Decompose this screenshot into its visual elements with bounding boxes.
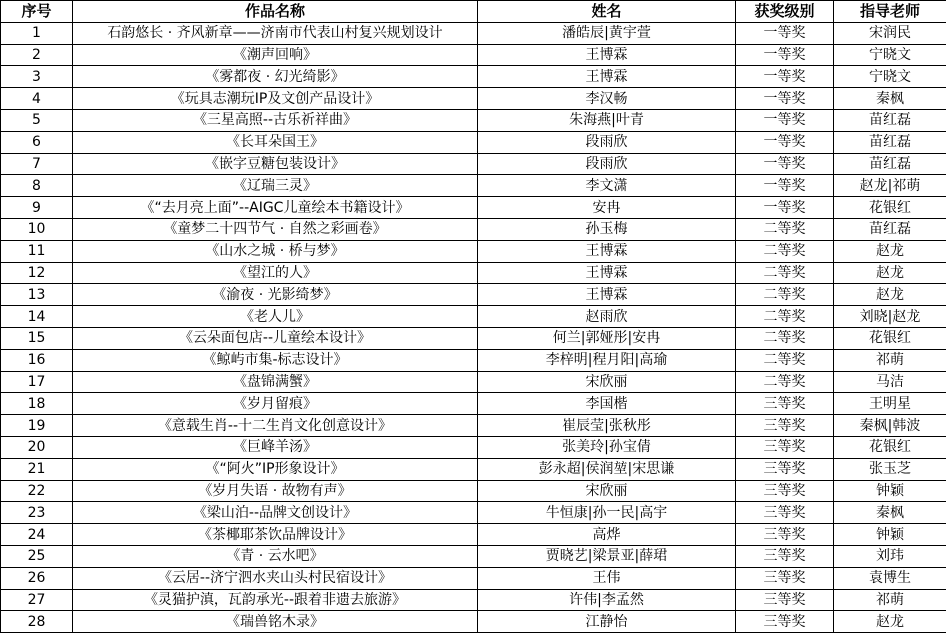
cell-name: 宋欣丽 xyxy=(478,371,736,393)
cell-advisor: 赵龙|祁萌 xyxy=(834,175,946,197)
table-row xyxy=(1,458,946,480)
table-row xyxy=(1,371,946,393)
table-row xyxy=(1,284,946,306)
cell-award-level: 三等奖 xyxy=(736,567,834,589)
cell-name: 李汉畅 xyxy=(478,88,736,110)
table-row xyxy=(1,567,946,589)
cell-name: 李文潇 xyxy=(478,175,736,197)
table-row xyxy=(1,524,946,546)
cell-index: 10 xyxy=(1,218,73,240)
cell-advisor: 宁晓文 xyxy=(834,44,946,66)
cell-advisor: 张玉芝 xyxy=(834,458,946,480)
cell-work-title: 《意载生肖--十二生肖文化创意设计》 xyxy=(73,415,478,437)
cell-advisor: 苗红磊 xyxy=(834,131,946,153)
cell-advisor: 秦枫 xyxy=(834,88,946,110)
cell-name: 张美玲|孙宝倩 xyxy=(478,436,736,458)
cell-award-level: 一等奖 xyxy=(736,109,834,131)
cell-work-title: 《岁月失语 · 故物有声》 xyxy=(73,480,478,502)
cell-work-title: 《岁月留痕》 xyxy=(73,393,478,415)
cell-work-title: 《灵猫护滇，瓦韵承光--跟着非遗去旅游》 xyxy=(73,589,478,611)
header-award-level: 获奖级别 xyxy=(736,1,834,23)
table-row xyxy=(1,415,946,437)
cell-name: 孙玉梅 xyxy=(478,218,736,240)
table-row xyxy=(1,197,946,219)
cell-name: 许伟|李孟然 xyxy=(478,589,736,611)
table-row xyxy=(1,88,946,110)
cell-advisor: 花银红 xyxy=(834,197,946,219)
cell-work-title: 《“阿火”IP形象设计》 xyxy=(73,458,478,480)
cell-advisor: 祁萌 xyxy=(834,589,946,611)
cell-name: 李梓明|程月阳|高瑜 xyxy=(478,349,736,371)
cell-work-title: 《盘锦满蟹》 xyxy=(73,371,478,393)
cell-award-level: 三等奖 xyxy=(736,545,834,567)
cell-index: 28 xyxy=(1,611,73,633)
cell-index: 21 xyxy=(1,458,73,480)
cell-index: 17 xyxy=(1,371,73,393)
cell-name: 安冉 xyxy=(478,197,736,219)
cell-advisor: 刘玮 xyxy=(834,545,946,567)
cell-work-title: 《渝夜 · 光影绮梦》 xyxy=(73,284,478,306)
cell-award-level: 一等奖 xyxy=(736,131,834,153)
cell-award-level: 一等奖 xyxy=(736,66,834,88)
cell-index: 22 xyxy=(1,480,73,502)
cell-index: 19 xyxy=(1,415,73,437)
cell-advisor: 王明星 xyxy=(834,393,946,415)
table-row xyxy=(1,218,946,240)
table-row xyxy=(1,349,946,371)
cell-award-level: 二等奖 xyxy=(736,262,834,284)
cell-advisor: 苗红磊 xyxy=(834,109,946,131)
cell-work-title: 《山水之城 · 桥与梦》 xyxy=(73,240,478,262)
cell-work-title: 《云朵面包店--儿童绘本设计》 xyxy=(73,327,478,349)
cell-advisor: 宋润民 xyxy=(834,22,946,44)
cell-index: 6 xyxy=(1,131,73,153)
cell-work-title: 《雾都夜 · 幻光绮影》 xyxy=(73,66,478,88)
cell-award-level: 三等奖 xyxy=(736,524,834,546)
table-row xyxy=(1,240,946,262)
cell-name: 高烨 xyxy=(478,524,736,546)
cell-work-title: 《巨峰羊汤》 xyxy=(73,436,478,458)
cell-index: 26 xyxy=(1,567,73,589)
cell-work-title: 《鲸屿市集-标志设计》 xyxy=(73,349,478,371)
cell-award-level: 三等奖 xyxy=(736,393,834,415)
cell-name: 段雨欣 xyxy=(478,153,736,175)
cell-index: 2 xyxy=(1,44,73,66)
cell-name: 何兰|郭娅彤|安冉 xyxy=(478,327,736,349)
cell-name: 王博霖 xyxy=(478,262,736,284)
table-row xyxy=(1,153,946,175)
cell-index: 14 xyxy=(1,306,73,328)
cell-advisor: 钟颖 xyxy=(834,524,946,546)
cell-index: 24 xyxy=(1,524,73,546)
cell-advisor: 赵龙 xyxy=(834,240,946,262)
cell-index: 11 xyxy=(1,240,73,262)
cell-award-level: 三等奖 xyxy=(736,458,834,480)
cell-index: 7 xyxy=(1,153,73,175)
cell-index: 9 xyxy=(1,197,73,219)
cell-name: 赵雨欣 xyxy=(478,306,736,328)
cell-work-title: 《“去月亮上面”--AIGC儿童绘本书籍设计》 xyxy=(73,197,478,219)
header-row xyxy=(1,1,946,23)
cell-advisor: 苗红磊 xyxy=(834,218,946,240)
cell-award-level: 二等奖 xyxy=(736,284,834,306)
cell-award-level: 一等奖 xyxy=(736,197,834,219)
cell-advisor: 袁博生 xyxy=(834,567,946,589)
cell-award-level: 三等奖 xyxy=(736,589,834,611)
header-index: 序号 xyxy=(1,1,73,23)
cell-award-level: 三等奖 xyxy=(736,480,834,502)
cell-name: 江静怡 xyxy=(478,611,736,633)
cell-advisor: 赵龙 xyxy=(834,611,946,633)
cell-award-level: 二等奖 xyxy=(736,349,834,371)
cell-work-title: 《望江的人》 xyxy=(73,262,478,284)
table-row xyxy=(1,131,946,153)
cell-work-title: 《长耳朵国王》 xyxy=(73,131,478,153)
cell-advisor: 钟颖 xyxy=(834,480,946,502)
cell-advisor: 秦枫|韩波 xyxy=(834,415,946,437)
table-row xyxy=(1,589,946,611)
cell-advisor: 花银红 xyxy=(834,327,946,349)
cell-index: 16 xyxy=(1,349,73,371)
cell-work-title: 《茶椰耶茶饮品牌设计》 xyxy=(73,524,478,546)
cell-index: 3 xyxy=(1,66,73,88)
cell-index: 12 xyxy=(1,262,73,284)
table-row xyxy=(1,22,946,44)
cell-advisor: 马洁 xyxy=(834,371,946,393)
cell-index: 20 xyxy=(1,436,73,458)
header-work-title: 作品名称 xyxy=(73,1,478,23)
header-advisor: 指导老师 xyxy=(834,1,946,23)
table-row xyxy=(1,44,946,66)
table-row xyxy=(1,262,946,284)
cell-name: 崔辰莹|张秋彤 xyxy=(478,415,736,437)
cell-name: 贾晓艺|梁景亚|薛珺 xyxy=(478,545,736,567)
cell-advisor: 苗红磊 xyxy=(834,153,946,175)
cell-award-level: 一等奖 xyxy=(736,22,834,44)
cell-work-title: 《青 · 云水吧》 xyxy=(73,545,478,567)
cell-index: 23 xyxy=(1,502,73,524)
cell-work-title: 《童梦二十四节气 · 自然之彩画卷》 xyxy=(73,218,478,240)
cell-name: 王博霖 xyxy=(478,44,736,66)
cell-work-title: 《玩具志潮玩IP及文创产品设计》 xyxy=(73,88,478,110)
cell-name: 彭永超|侯润堃|宋思谦 xyxy=(478,458,736,480)
cell-advisor: 祁萌 xyxy=(834,349,946,371)
cell-index: 13 xyxy=(1,284,73,306)
cell-advisor: 赵龙 xyxy=(834,262,946,284)
cell-award-level: 一等奖 xyxy=(736,88,834,110)
cell-name: 潘皓辰|黄宇萱 xyxy=(478,22,736,44)
table-row xyxy=(1,327,946,349)
cell-name: 李国楷 xyxy=(478,393,736,415)
cell-advisor: 花银红 xyxy=(834,436,946,458)
table-row xyxy=(1,502,946,524)
cell-work-title: 《梁山泊--品牌文创设计》 xyxy=(73,502,478,524)
cell-name: 王伟 xyxy=(478,567,736,589)
table-row xyxy=(1,393,946,415)
cell-award-level: 一等奖 xyxy=(736,153,834,175)
cell-work-title: 《瑞兽铭木录》 xyxy=(73,611,478,633)
table-row xyxy=(1,545,946,567)
cell-advisor: 宁晓文 xyxy=(834,66,946,88)
cell-advisor: 赵龙 xyxy=(834,284,946,306)
cell-award-level: 一等奖 xyxy=(736,175,834,197)
cell-index: 5 xyxy=(1,109,73,131)
cell-index: 25 xyxy=(1,545,73,567)
cell-award-level: 三等奖 xyxy=(736,502,834,524)
cell-award-level: 一等奖 xyxy=(736,44,834,66)
cell-award-level: 三等奖 xyxy=(736,436,834,458)
cell-work-title: 《三星高照--古乐祈祥曲》 xyxy=(73,109,478,131)
table-row xyxy=(1,175,946,197)
cell-index: 27 xyxy=(1,589,73,611)
table-row xyxy=(1,66,946,88)
cell-name: 宋欣丽 xyxy=(478,480,736,502)
cell-index: 18 xyxy=(1,393,73,415)
cell-work-title: 石韵悠长 · 齐风新章——济南市代表山村复兴规划设计 xyxy=(73,22,478,44)
cell-name: 王博霖 xyxy=(478,66,736,88)
cell-work-title: 《老人儿》 xyxy=(73,306,478,328)
cell-advisor: 秦枫 xyxy=(834,502,946,524)
cell-work-title: 《云居--济宁泗水夹山头村民宿设计》 xyxy=(73,567,478,589)
cell-name: 段雨欣 xyxy=(478,131,736,153)
cell-name: 王博霖 xyxy=(478,240,736,262)
cell-name: 牛恒康|孙一民|高宇 xyxy=(478,502,736,524)
cell-name: 朱海燕|叶青 xyxy=(478,109,736,131)
cell-name: 王博霖 xyxy=(478,284,736,306)
cell-advisor: 刘晓|赵龙 xyxy=(834,306,946,328)
cell-index: 15 xyxy=(1,327,73,349)
cell-award-level: 三等奖 xyxy=(736,611,834,633)
cell-work-title: 《嵌字豆糖包装设计》 xyxy=(73,153,478,175)
cell-award-level: 二等奖 xyxy=(736,371,834,393)
cell-index: 1 xyxy=(1,22,73,44)
table-row xyxy=(1,109,946,131)
cell-index: 4 xyxy=(1,88,73,110)
cell-work-title: 《潮声回响》 xyxy=(73,44,478,66)
table-row xyxy=(1,480,946,502)
cell-award-level: 二等奖 xyxy=(736,327,834,349)
cell-award-level: 二等奖 xyxy=(736,306,834,328)
header-name: 姓名 xyxy=(478,1,736,23)
table-row xyxy=(1,306,946,328)
cell-work-title: 《辽瑞三灵》 xyxy=(73,175,478,197)
cell-award-level: 二等奖 xyxy=(736,218,834,240)
cell-award-level: 二等奖 xyxy=(736,240,834,262)
table-row xyxy=(1,611,946,633)
cell-award-level: 三等奖 xyxy=(736,415,834,437)
table-row xyxy=(1,436,946,458)
cell-index: 8 xyxy=(1,175,73,197)
